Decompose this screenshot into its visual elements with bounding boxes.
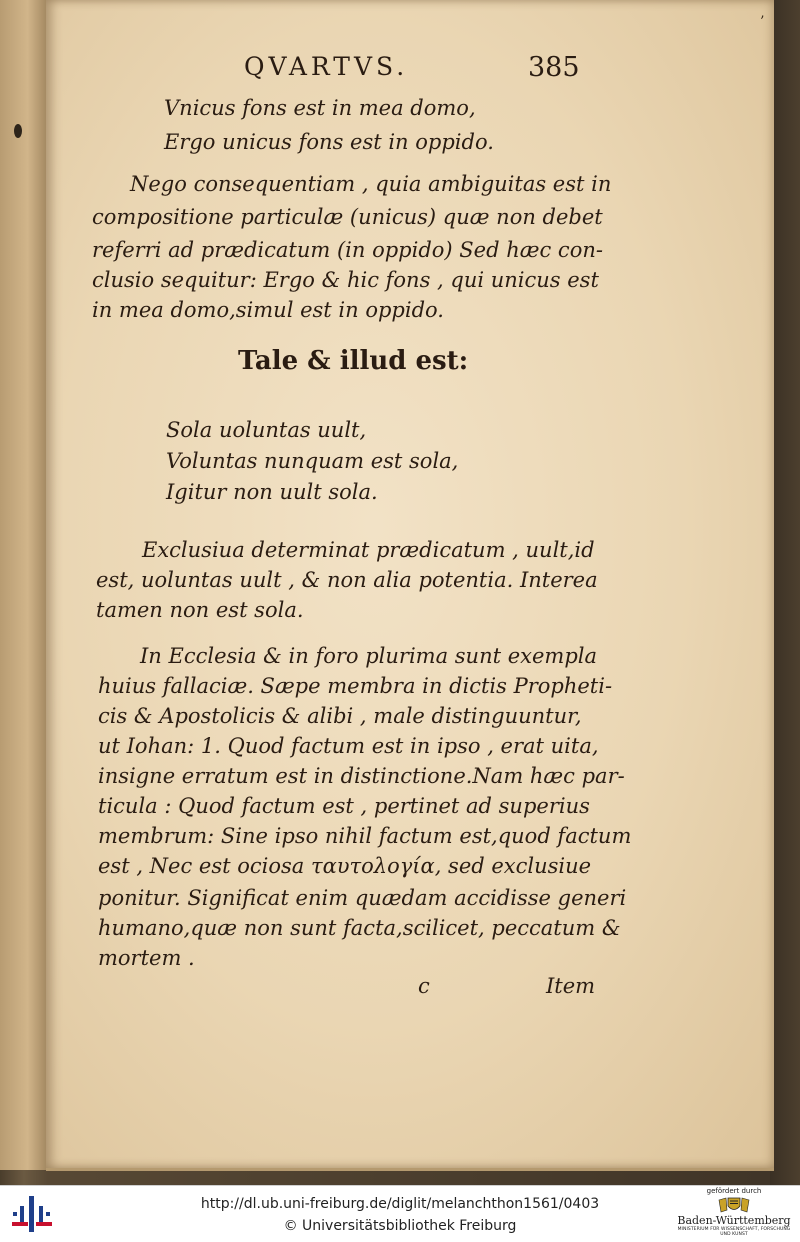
text-line: est , Nec est ociosa ταυτολογία, sed exclusiue [98,854,592,878]
text-line: Nego consequentiam , quia ambiguitas est in [130,172,612,196]
sponsor-caption: gefördert durch [706,1187,762,1195]
previous-page-edge [0,0,48,1170]
text-line: ut Iohan: 1. Quod factum est in ipso , erat uita, [98,734,599,758]
text-line: membrum: Sine ipso nihil factum est,quod factum [98,824,632,848]
text-line: Exclusiua determinat prædicatum , uult,id [142,538,595,562]
text-line: in mea domo,simul est in oppido. [92,298,444,322]
corner-mark: ’ [760,14,765,30]
section-heading: Tale & illud est: [238,346,469,376]
text-line: est, uoluntas uult , & non alia potentia. Interea [96,568,598,592]
catchword: Item [546,974,596,998]
signature-mark: c [418,974,430,998]
text-line: ponitur. Significat enim quædam accidisse generi [98,886,627,910]
text-line: Voluntas nunquam est sola, [166,449,459,473]
text-line: humano,quæ non sunt facta,scilicet, peccatum & [98,916,621,940]
text-line: Igitur non uult sola. [166,480,378,504]
page-right-shadow [770,0,800,1185]
text-line: clusio sequitur: Ergo & hic fons , qui unicus est [92,268,599,292]
text-line: Sola uoluntas uult, [166,418,367,442]
page-number: 385 [528,52,580,83]
text-line: cis & Apostolicis & alibi , male distinguuntur, [98,704,582,728]
text-line: mortem . [98,946,195,970]
text-line: referri ad prædicatum (in oppido) Sed hæc con- [92,238,603,262]
copyright-notice: © Universitätsbibliothek Freiburg [283,1218,517,1234]
sponsor-block [672,1186,796,1242]
crest-icon [716,1196,752,1214]
sponsor-ministry: MINISTERIUM FÜR WISSENSCHAFT, FORSCHUNG UND KUNST [677,1227,791,1237]
text-line: In Ecclesia & in foro plurima sunt exempla [140,644,598,668]
running-head: QVARTVS. [244,52,409,81]
text-line: insigne erratum est in distinctione.Nam hæc par- [98,764,625,788]
sponsor-name: Baden-Württemberg [677,1214,791,1227]
text-line: huius fallaciæ. Sæpe membra in dictis Propheti- [98,674,613,698]
text-line: ticula : Quod factum est , pertinet ad superius [98,794,590,818]
binding-hole [14,124,22,138]
text-line: compositione particulæ (unicus) quæ non debet [92,205,603,229]
text-line: Vnicus fons est in mea domo, [164,96,476,120]
text-line: tamen non est sola. [96,598,304,622]
text-line: Ergo unicus fons est in oppido. [164,130,494,154]
permalink-url[interactable]: http://dl.ub.uni-freiburg.de/diglit/melanchthon1561/0403 [200,1196,600,1212]
viewer-footer [0,1185,800,1242]
